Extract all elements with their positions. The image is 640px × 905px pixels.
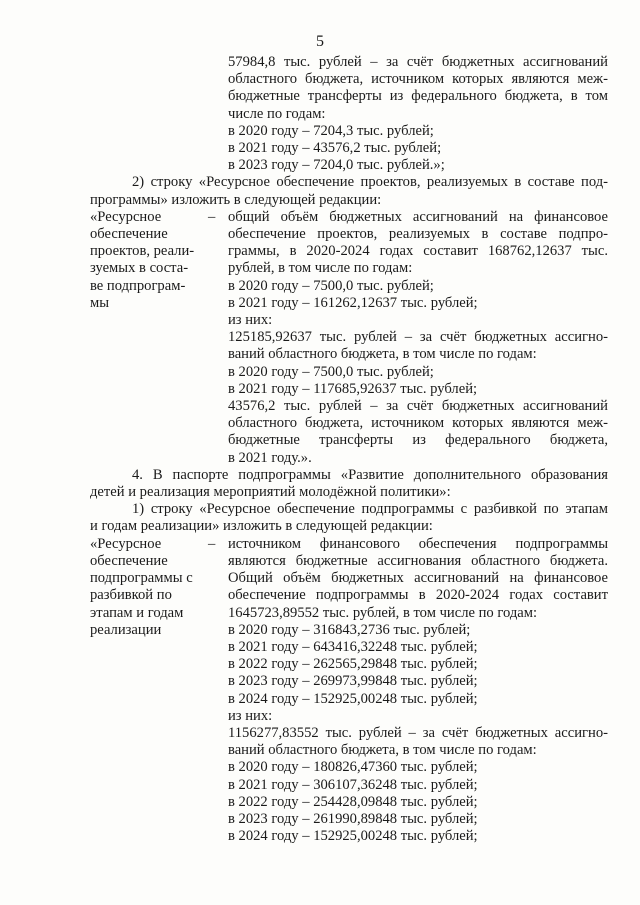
text-line: и годам реализации» изложить в следующей редакции: bbox=[90, 518, 433, 535]
label-line: подпрограммы с bbox=[90, 570, 193, 587]
text-line: в 2021 году – 43576,2 тыс. рублей; bbox=[228, 140, 442, 157]
label-line: зуемых в соста- bbox=[90, 260, 189, 277]
label-line: «Ресурсное bbox=[90, 208, 162, 225]
value-line: в 2020 году – 7500,0 тыс. рублей; bbox=[228, 363, 434, 380]
text-line: в 2023 году – 7204,0 тыс. рублей.»; bbox=[228, 157, 445, 174]
value-line: рублей, в том числе по годам: bbox=[228, 260, 413, 277]
text-line: в 2020 году – 7204,3 тыс. рублей; bbox=[228, 122, 434, 139]
paragraph-2 bbox=[90, 174, 608, 208]
value-line: в 2022 году – 254428,09848 тыс. рублей; bbox=[228, 793, 478, 810]
value-line: граммы, в 2020-2024 годах составит 168762,12637 тыс. bbox=[228, 243, 608, 260]
page-number: 5 bbox=[316, 33, 324, 50]
value-line: из них: bbox=[228, 707, 273, 724]
value-line: в 2020 году – 7500,0 тыс. рублей; bbox=[228, 277, 434, 294]
table-label bbox=[90, 536, 208, 846]
label-line: ве подпрограм- bbox=[90, 277, 186, 294]
paragraph-4 bbox=[90, 467, 608, 501]
table-value bbox=[228, 536, 608, 846]
resource-table-projects bbox=[90, 209, 608, 467]
top-block bbox=[228, 54, 608, 174]
value-line: источником финансового обеспечения подпрограммы bbox=[228, 535, 608, 552]
label-line: обеспечение bbox=[90, 226, 168, 243]
table-value bbox=[228, 209, 608, 467]
value-line: в 2023 году – 269973,99848 тыс. рублей; bbox=[228, 673, 478, 690]
value-line: в 2021 году.». bbox=[228, 449, 312, 466]
value-line: в 2021 году – 161262,12637 тыс. рублей; bbox=[228, 294, 478, 311]
value-line: ваний областного бюджета, в том числе по годам: bbox=[228, 742, 537, 759]
value-line: общий объём бюджетных ассигнований на финансовое bbox=[228, 208, 608, 225]
label-line: разбивкой по bbox=[90, 587, 172, 604]
label-line: проектов, реали- bbox=[90, 243, 195, 260]
value-line: ваний областного бюджета, в том числе по годам: bbox=[228, 346, 537, 363]
value-line: обеспечение проектов, реализуемых в составе подпро- bbox=[228, 226, 608, 243]
text-line: программы» изложить в следующей редакции: bbox=[90, 191, 382, 208]
value-line: в 2020 году – 316843,2736 тыс. рублей; bbox=[228, 621, 471, 638]
value-line: 1156277,83552 тыс. рублей – за счёт бюджетных ассигно- bbox=[228, 724, 608, 741]
value-line: в 2020 году – 180826,47360 тыс. рублей; bbox=[228, 759, 478, 776]
value-line: 43576,2 тыс. рублей – за счёт бюджетных ассигнований bbox=[228, 398, 608, 415]
table-dash: – bbox=[208, 208, 216, 225]
value-line: являются бюджетные ассигнования областного бюджета. bbox=[228, 552, 608, 569]
text-line: 57984,8 тыс. рублей – за счёт бюджетных ассигнований bbox=[228, 54, 608, 70]
paragraph-4-1 bbox=[90, 501, 608, 535]
value-line: в 2021 году – 117685,92637 тыс. рублей; bbox=[228, 380, 478, 397]
label-line: обеспечение bbox=[90, 552, 168, 569]
value-line: Общий объём бюджетных ассигнований на финансовое bbox=[228, 570, 608, 587]
value-line: в 2021 году – 306107,36248 тыс. рублей; bbox=[228, 776, 478, 793]
value-line: в 2024 году – 152925,00248 тыс. рублей; bbox=[228, 828, 478, 845]
value-line: в 2021 году – 643416,32248 тыс. рублей; bbox=[228, 638, 478, 655]
value-line: в 2022 году – 262565,29848 тыс. рублей; bbox=[228, 656, 478, 673]
value-line: из них: bbox=[228, 312, 273, 329]
label-line: реализации bbox=[90, 621, 162, 638]
value-line: в 2023 году – 261990,89848 тыс. рублей; bbox=[228, 810, 478, 827]
table-dash: – bbox=[208, 535, 216, 552]
value-line: 1645723,89552 тыс. рублей, в том числе по годам: bbox=[228, 604, 538, 621]
value-line: обеспечение подпрограммы в 2020-2024 годах составит bbox=[228, 587, 608, 604]
value-line: в 2024 году – 152925,00248 тыс. рублей; bbox=[228, 690, 478, 707]
text-line: 4. В паспорте подпрограммы «Развитие дополнительного образования bbox=[132, 466, 608, 483]
label-line: этапам и годам bbox=[90, 604, 184, 621]
text-line: числе по годам: bbox=[228, 105, 326, 122]
label-line: «Ресурсное bbox=[90, 535, 162, 552]
text-line: 2) строку «Ресурсное обеспечение проектов, реализуемых в составе под- bbox=[132, 174, 608, 191]
label-line: мы bbox=[90, 294, 110, 311]
text-line: 1) строку «Ресурсное обеспечение подпрограммы с разбивкой по этапам bbox=[132, 501, 608, 518]
text-line: областного бюджета, источником которых являются меж- bbox=[228, 71, 608, 88]
value-line: 125185,92637 тыс. рублей – за счёт бюджетных ассигно- bbox=[228, 329, 608, 346]
table-label bbox=[90, 209, 208, 467]
resource-table-subprogram bbox=[90, 536, 608, 846]
value-line: бюджетные трансферты из федерального бюджета, bbox=[228, 432, 608, 449]
document-body bbox=[90, 54, 608, 845]
text-line: детей и реализация мероприятий молодёжной политики»: bbox=[90, 484, 451, 501]
value-line: областного бюджета, источником которых являются меж- bbox=[228, 415, 608, 432]
text-line: бюджетные трансферты из федерального бюджета, в том bbox=[228, 88, 608, 105]
